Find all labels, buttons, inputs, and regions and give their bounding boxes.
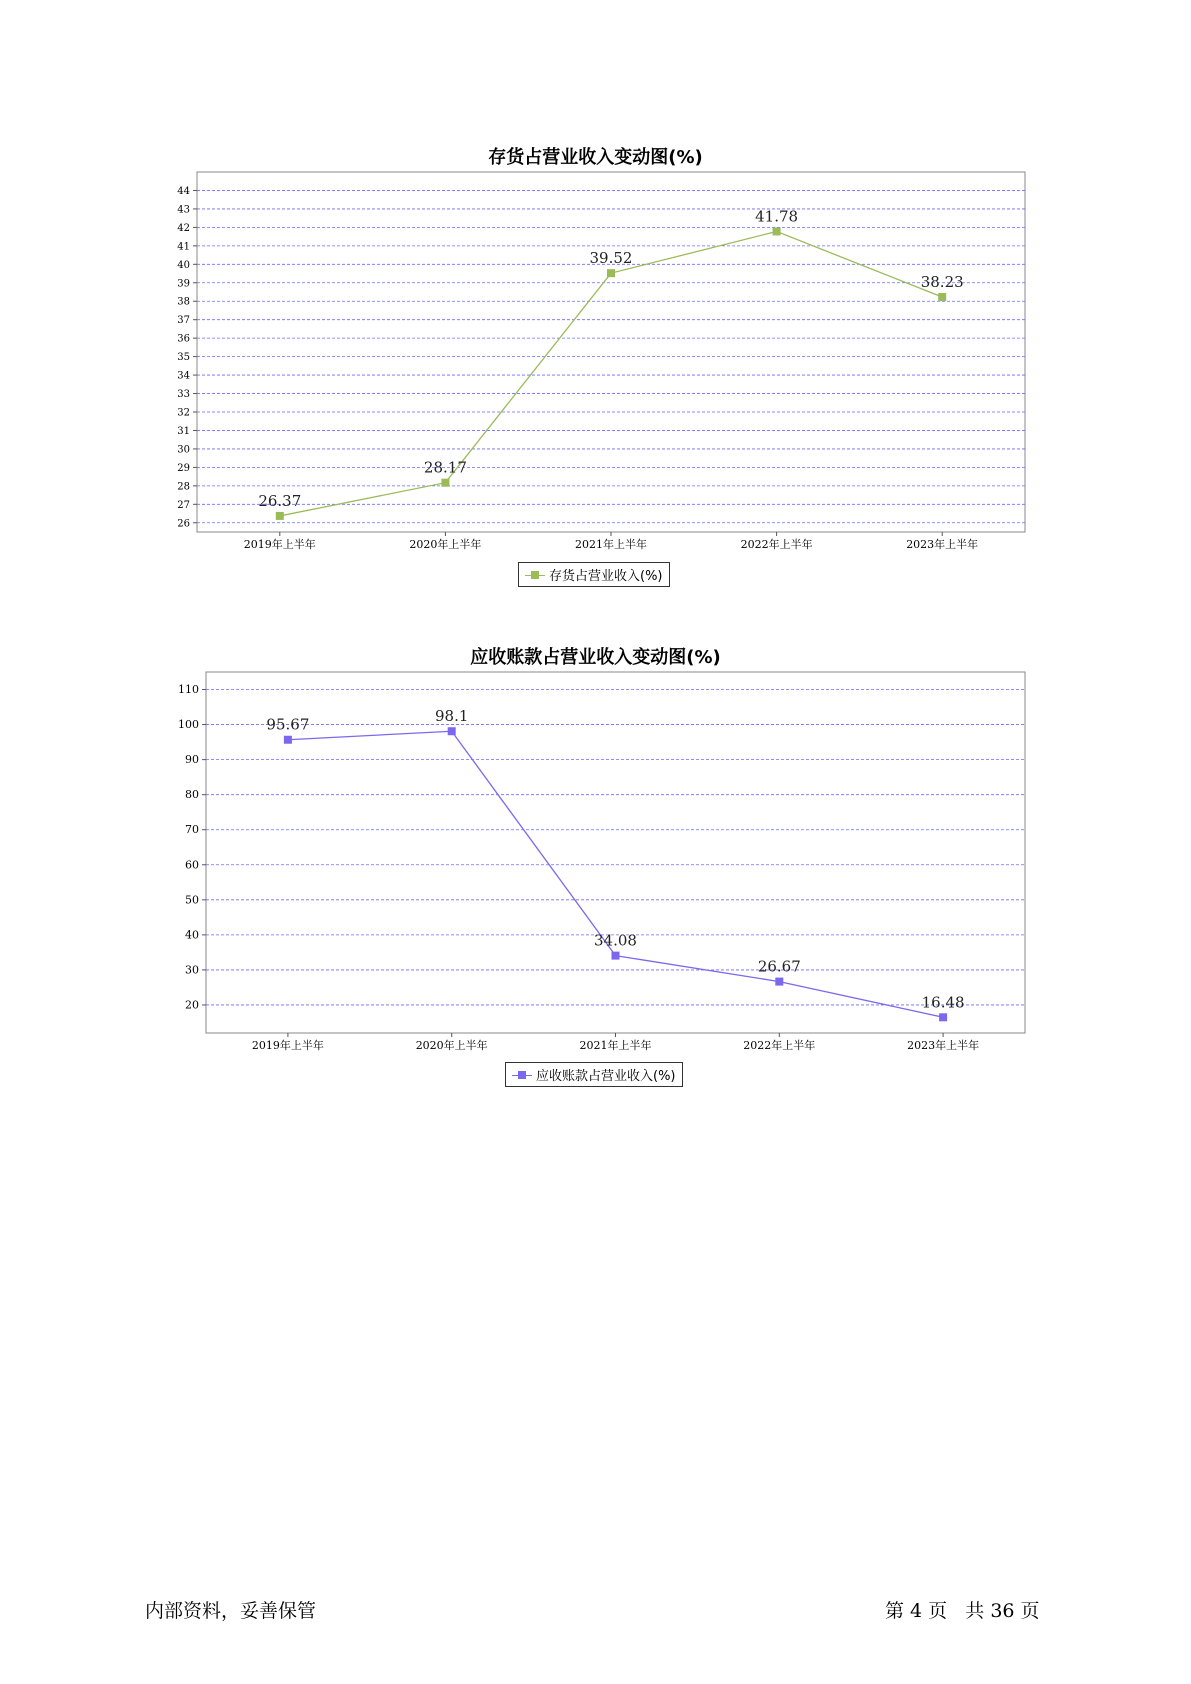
chart2-x-tick-label: 2019年上半年 — [251, 1039, 324, 1052]
chart2-data-label: 34.08 — [594, 931, 637, 950]
chart2-y-tick-label: 110 — [178, 683, 199, 697]
chart1-data-label: 41.78 — [755, 207, 799, 226]
chart1-y-tick-label: 39 — [177, 278, 190, 290]
chart1-y-tick-label: 37 — [177, 315, 190, 327]
chart2-data-point — [775, 978, 783, 986]
chart1-data-point — [773, 227, 781, 235]
chart1-x-tick-label: 2023年上半年 — [906, 538, 979, 551]
chart1-y-tick-label: 33 — [177, 389, 190, 401]
chart2-data-label: 98.1 — [434, 707, 469, 726]
chart1-data-label: 38.23 — [920, 272, 964, 291]
chart2-y-tick-label: 60 — [185, 858, 199, 872]
chart1-legend-marker-icon — [525, 569, 545, 581]
chart1-y-tick-label: 32 — [177, 407, 190, 419]
chart1-y-tick-label: 34 — [177, 370, 190, 382]
chart1-x-tick-label: 2022年上半年 — [740, 538, 813, 551]
chart1-title: 存货占营业收入变动图(%) — [488, 147, 703, 168]
chart2-data-label: 26.67 — [757, 957, 801, 976]
chart2-data-point — [448, 727, 456, 735]
chart2-data-label: 95.67 — [266, 715, 310, 734]
chart2-x-tick-label: 2022年上半年 — [743, 1039, 816, 1052]
chart2-title: 应收账款占营业收入变动图(%) — [470, 647, 721, 668]
chart1-legend — [518, 562, 670, 587]
chart1-x-tick-label: 2019年上半年 — [243, 538, 316, 551]
chart1-y-tick-label: 31 — [177, 425, 190, 437]
footer-right: 第 4 页 共 36 页 — [885, 1600, 1040, 1622]
chart2-data-point — [612, 952, 620, 960]
chart2-legend — [505, 1062, 683, 1087]
chart1-y-tick-label: 35 — [177, 352, 190, 364]
chart2-data-label: 16.48 — [921, 993, 965, 1012]
chart2-plot-frame — [206, 672, 1025, 1033]
chart2-data-point — [939, 1013, 947, 1021]
chart1-data-label: 26.37 — [258, 491, 302, 510]
chart2-legend-label: 应收账款占营业收入(%) — [536, 1069, 676, 1084]
chart1-y-tick-label: 26 — [177, 518, 190, 530]
chart2-y-tick-label: 30 — [185, 963, 199, 977]
chart2-y-tick-label: 70 — [185, 823, 199, 837]
chart2-legend-marker-icon — [512, 1069, 532, 1081]
chart1-y-tick-label: 44 — [177, 185, 190, 197]
chart1-x-tick-label: 2021年上半年 — [575, 538, 647, 551]
chart1-y-tick-label: 28 — [177, 481, 190, 493]
chart2-x-tick-label: 2021年上半年 — [579, 1039, 652, 1052]
chart1-y-tick-label: 42 — [177, 222, 190, 234]
chart1-y-tick-label: 27 — [177, 499, 190, 511]
chart1-y-tick-label: 41 — [177, 241, 190, 253]
chart2-y-tick-label: 20 — [185, 998, 199, 1012]
chart2-data-point — [284, 736, 292, 744]
chart1-y-tick-label: 29 — [177, 462, 190, 474]
chart2-x-tick-label: 2023年上半年 — [907, 1039, 980, 1052]
chart1-data-point — [938, 293, 946, 301]
chart1-legend-label: 存货占营业收入(%) — [549, 569, 663, 584]
chart2-y-tick-label: 90 — [185, 753, 199, 767]
chart2-plot — [0, 660, 1191, 1080]
chart2-x-tick-label: 2020年上半年 — [415, 1039, 488, 1052]
chart1-data-point — [276, 512, 284, 520]
chart1-y-tick-label: 30 — [177, 444, 190, 456]
chart2-y-tick-label: 100 — [178, 718, 199, 732]
chart2-y-tick-label: 40 — [185, 928, 199, 942]
chart1-data-label: 39.52 — [589, 249, 633, 268]
chart1-y-tick-label: 38 — [177, 296, 190, 308]
footer-left: 内部资料，妥善保管 — [145, 1600, 317, 1622]
chart1-data-point — [441, 479, 449, 487]
chart2-y-tick-label: 50 — [185, 893, 199, 907]
chart1-y-tick-label: 40 — [177, 259, 190, 271]
chart1-y-tick-label: 36 — [177, 333, 190, 345]
chart1-x-tick-label: 2020年上半年 — [409, 538, 482, 551]
chart1-plot — [0, 160, 1191, 680]
chart1-data-label: 28.17 — [423, 458, 467, 477]
chart1-y-tick-label: 43 — [177, 204, 190, 216]
chart2-y-tick-label: 80 — [185, 788, 199, 802]
chart1-data-point — [607, 269, 615, 277]
chart1-plot-frame — [197, 172, 1025, 532]
